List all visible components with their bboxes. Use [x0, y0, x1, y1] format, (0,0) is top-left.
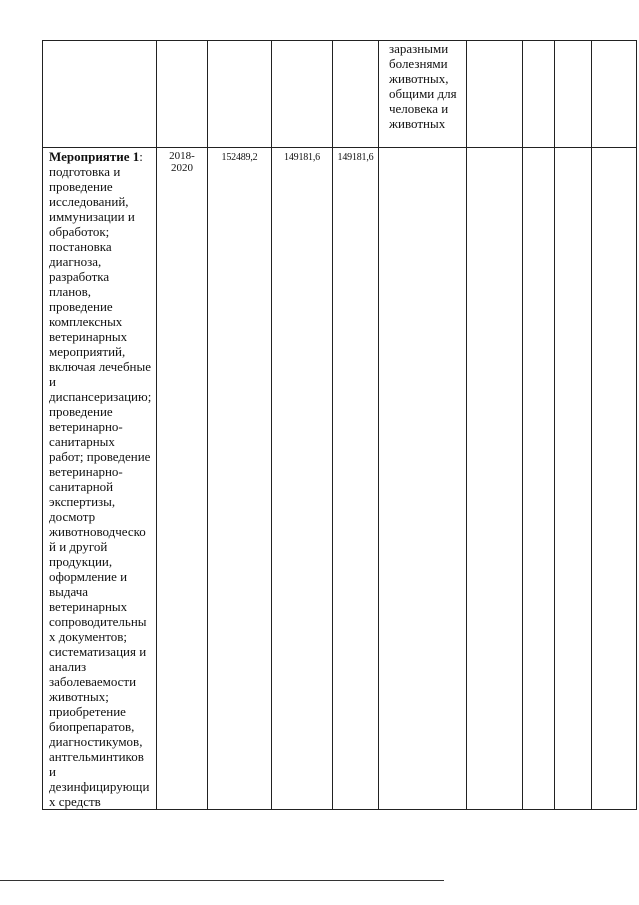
cell-diseases: [379, 41, 467, 148]
cell-empty-1: [467, 148, 523, 810]
cell-value-3: [333, 41, 379, 148]
event-description: [43, 148, 156, 809]
cell-empty-4: [592, 148, 637, 810]
cell-empty-2: [523, 41, 555, 148]
value-2: 149181,6: [284, 152, 320, 163]
cell-period: [157, 41, 208, 148]
table-row-continuation: [43, 41, 637, 148]
cell-period: [157, 148, 208, 810]
cell-value-1: [208, 41, 272, 148]
cell-empty-3: [555, 41, 592, 148]
cell-empty-3: [555, 148, 592, 810]
value-3: 149181,6: [337, 152, 374, 163]
event-description-text: подготовка и проведение исследований, иммунизации и обработок; постановка диагноза, разработка планов, проведение комплексных ветеринарных мероприятий, включая лечебные и диспансеризацию; проведение ветеринарно- санитарных работ; проведение ветеринарно- санитарной экспертизы, досмотр животноводческо й и другой продукции, оформление и выдача ветеринарных сопроводительны х документов; систематизация и анализ заболеваемости животных; приобретение биопрепаратов, диагностикумов, антгельминтиков и дезинфицирующи х средств: [49, 164, 152, 809]
cell-event-name: [43, 148, 157, 810]
cell-value-3: [333, 148, 379, 810]
diseases-text: заразными болезнями животных, общими для человека и животных: [389, 41, 457, 131]
event-title: Мероприятие 1: [49, 149, 140, 164]
program-table: [42, 40, 637, 810]
cell-event-name: [43, 41, 157, 148]
cell-value-2: [272, 41, 333, 148]
event-title-suffix: :: [139, 149, 143, 164]
cell-empty-4: [592, 41, 637, 148]
cell-empty-2: [523, 148, 555, 810]
cell-value-2: [272, 148, 333, 810]
cell-diseases: [379, 148, 467, 810]
event-period: 2018- 2020: [169, 150, 195, 174]
table-row-event-1: [43, 148, 637, 810]
cell-value-1: [208, 148, 272, 810]
footer-rule: [0, 880, 444, 881]
value-1: 152489,2: [221, 152, 258, 163]
cell-empty-1: [467, 41, 523, 148]
